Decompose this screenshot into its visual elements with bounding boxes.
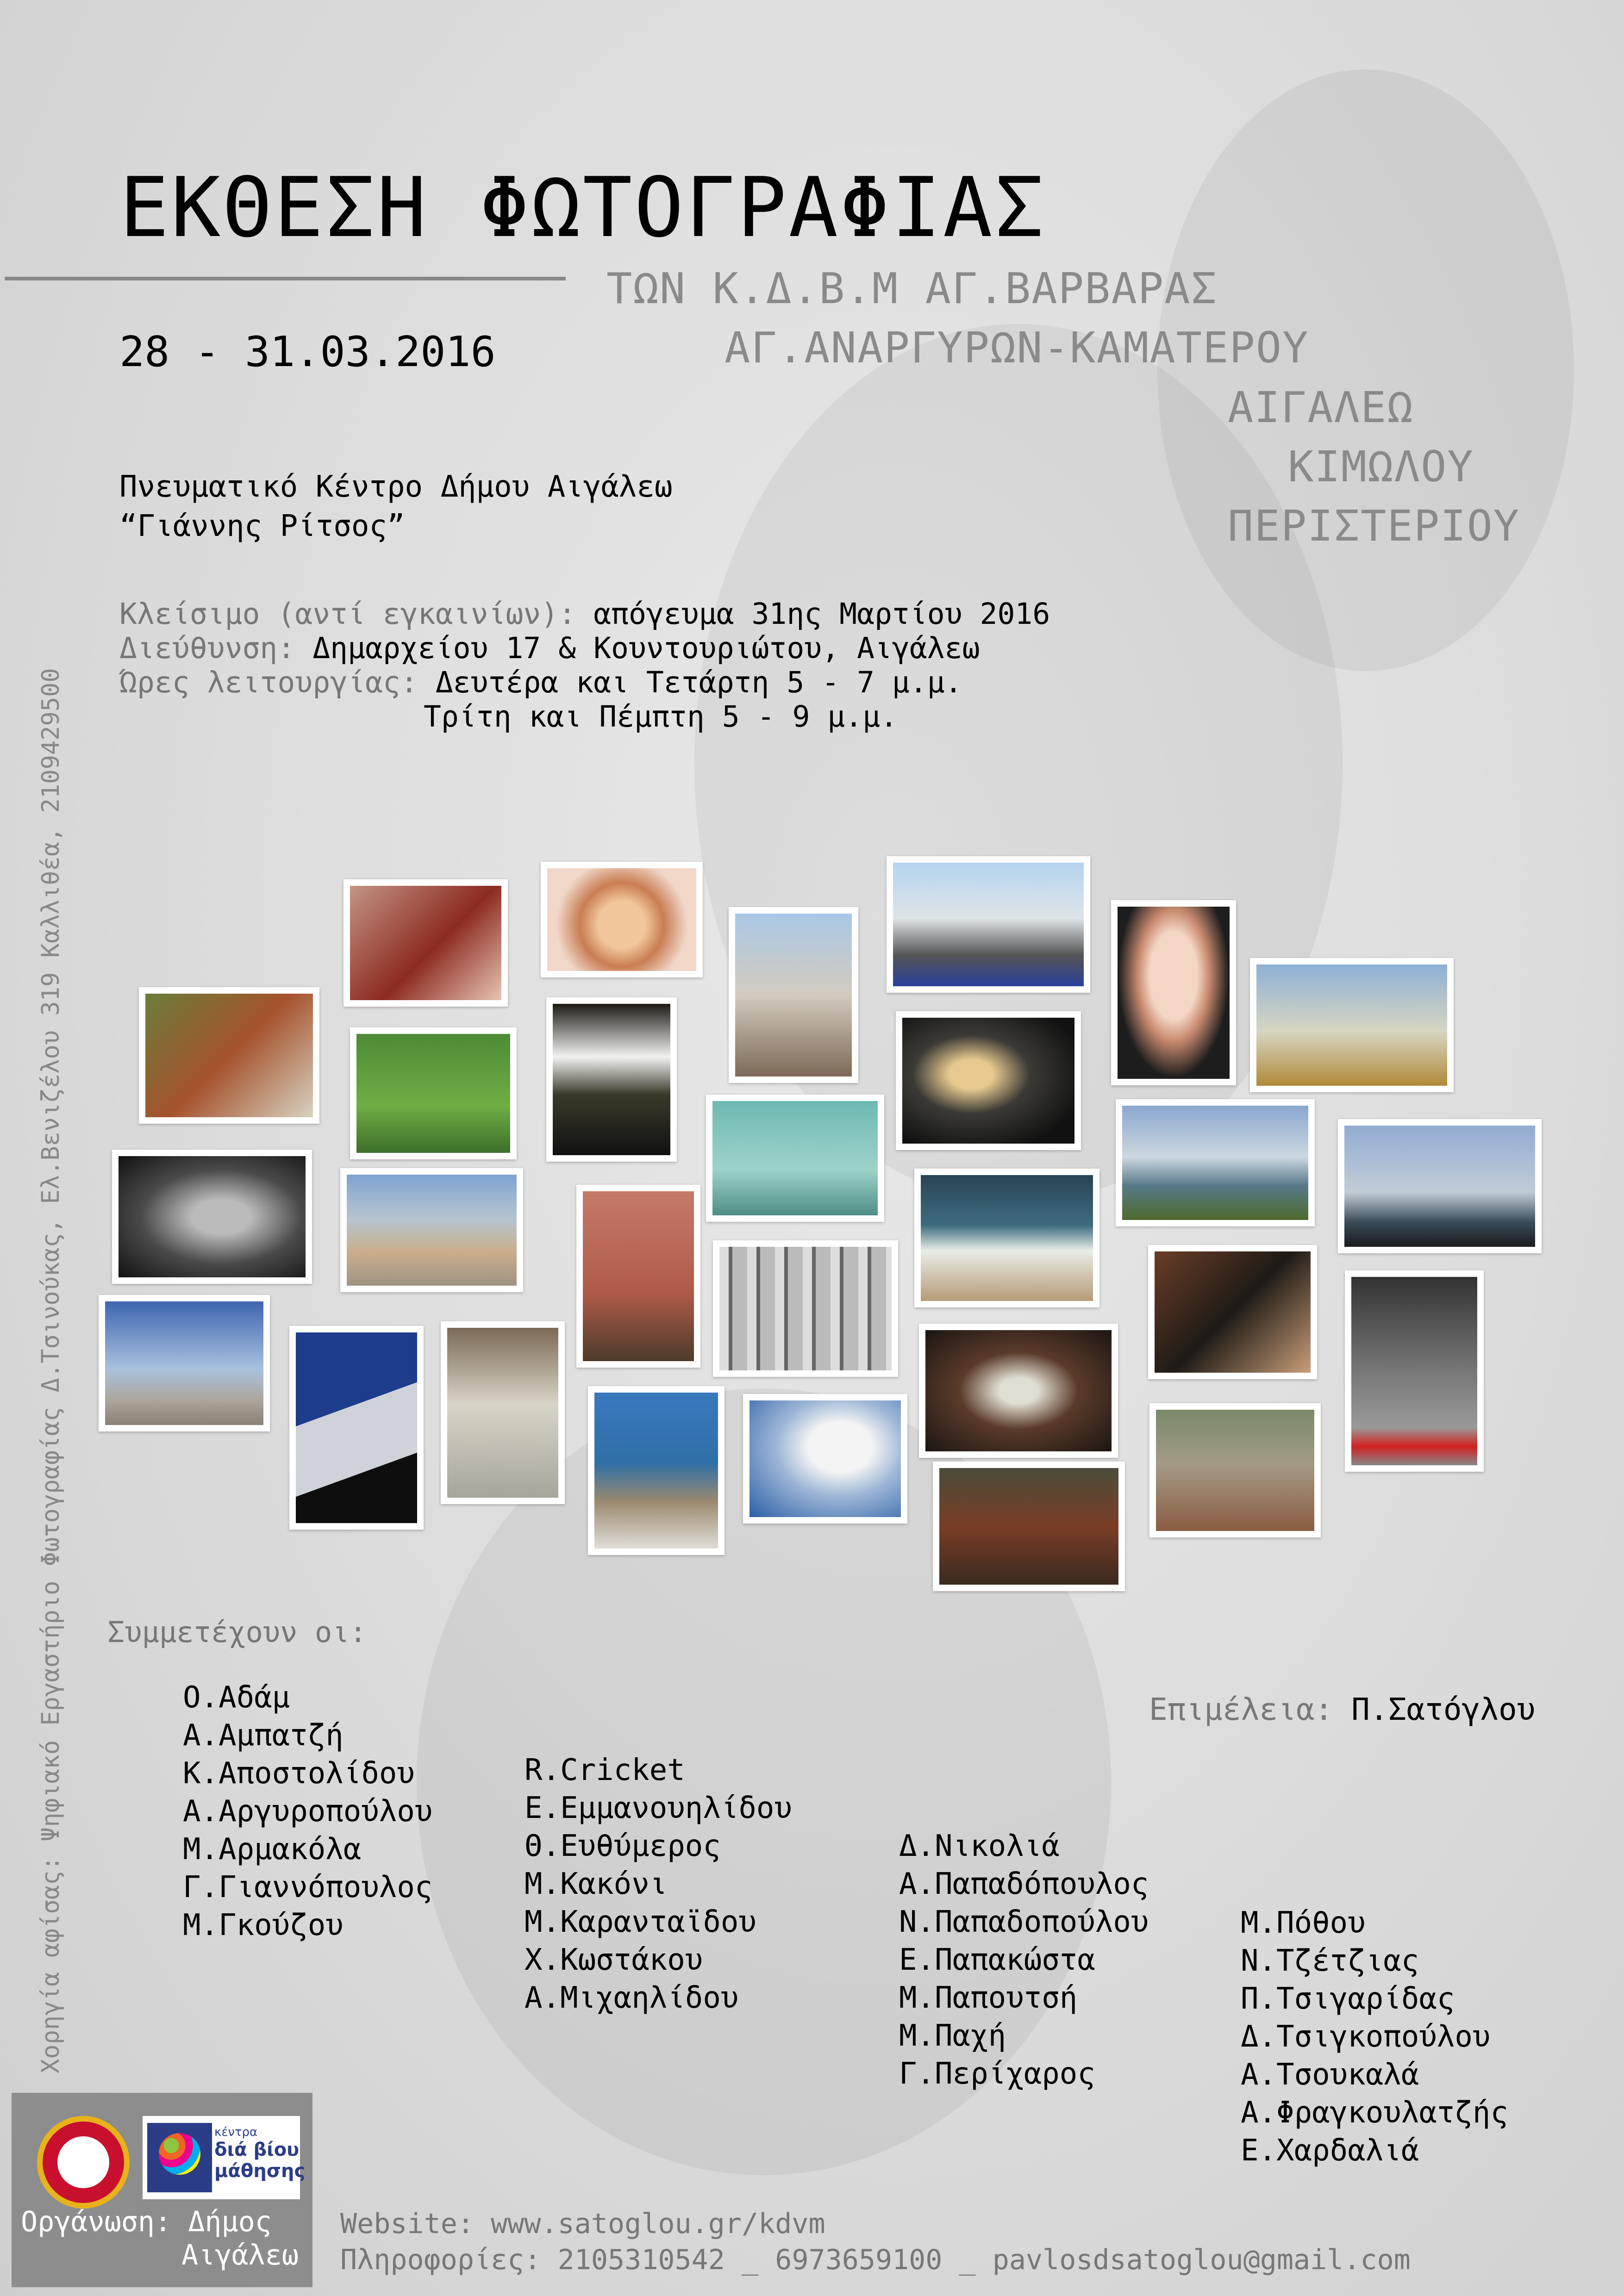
venue <box>119 467 672 546</box>
photo <box>887 856 1090 993</box>
participant-name: Ν.Παπαδοπούλου <box>899 1905 1149 1939</box>
tree-icon <box>147 2123 212 2192</box>
participant-name: Ε.Παπακώστα <box>899 1943 1095 1977</box>
kdvm-logo <box>143 2116 306 2199</box>
page-title: ΕΚΘΕΣΗ ΦΩΤΟΓΡΑΦΙΑΣ <box>119 160 1046 255</box>
participants-column <box>1241 1904 1508 2170</box>
curator-label: Επιμέλεια: <box>1149 1692 1333 1727</box>
participant-name: Ο.Αδάμ <box>183 1680 290 1715</box>
organization-line1: Οργάνωση: Δήμος <box>21 2206 272 2238</box>
participant-name: Α.Τσουκαλά <box>1241 2058 1419 2092</box>
photo <box>289 1326 424 1530</box>
organization-label <box>21 2205 299 2272</box>
participant-name: R.Cricket <box>525 1753 685 1787</box>
venue-subtitle: “Γιάννης Ρίτσος” <box>119 509 405 543</box>
closing-value: απόγευμα 31ης Μαρτίου 2016 <box>593 597 1050 631</box>
participant-name: Μ.Πόθου <box>1241 1906 1366 1940</box>
photo <box>99 1295 270 1431</box>
photo <box>1338 1119 1542 1253</box>
participant-name: Μ.Κακόνι <box>525 1867 668 1901</box>
participant-name: Α.Παπαδόπουλος <box>899 1867 1149 1901</box>
hours-value: Τρίτη και Πέμπτη 5 - 9 μ.μ. <box>424 700 898 734</box>
participant-name: Μ.Αρμακόλα <box>183 1832 362 1867</box>
photo <box>588 1386 725 1555</box>
photo <box>713 1240 898 1377</box>
photo <box>1116 1099 1315 1226</box>
photo <box>1149 1403 1321 1537</box>
participant-name: Χ.Κωστάκου <box>525 1943 703 1977</box>
photo <box>546 997 677 1162</box>
photo <box>139 987 319 1124</box>
participant-name: Μ.Γκούζου <box>183 1908 344 1942</box>
photo <box>576 1185 700 1368</box>
participant-name: Ε.Χαρδαλιά <box>1241 2134 1419 2168</box>
photo <box>706 1095 884 1222</box>
photo <box>340 1168 523 1292</box>
photo <box>1148 1245 1317 1379</box>
participant-name: Δ.Τσιγκοπούλου <box>1241 2020 1491 2054</box>
photo <box>441 1321 565 1504</box>
participant-name: Δ.Νικολιά <box>899 1829 1060 1863</box>
participants-column <box>525 1751 792 2017</box>
footer-contact: Πληροφορίες: 2105310542 _ 6973659100 _ pavlosdsatoglou@gmail.com <box>340 2244 1411 2276</box>
participant-name: Α.Αμπατζή <box>183 1718 344 1753</box>
seal-emblem <box>57 2136 109 2188</box>
participant-name: Γ.Γιαννόπουλος <box>183 1870 433 1904</box>
organizer-line: ΑΓ.ΑΝΑΡΓΥΡΩΝ-ΚΑΜΑΤΕΡΟΥ <box>725 323 1309 373</box>
closing-info <box>119 597 1050 631</box>
participant-name: Μ.Παπουτσή <box>899 1981 1078 2015</box>
exhibition-dates: 28 - 31.03.2016 <box>119 328 496 376</box>
curator <box>1149 1692 1535 1727</box>
participant-name: Α.Φραγκουλατζής <box>1241 2096 1508 2130</box>
participant-name: Κ.Αποστολίδου <box>183 1756 415 1791</box>
municipality-seal-logo <box>37 2116 130 2209</box>
footer-website: Website: www.satoglou.gr/kdvm <box>340 2208 825 2240</box>
photo <box>743 1394 907 1524</box>
photo <box>1250 958 1454 1092</box>
participant-name: Α.Μιχαηλίδου <box>525 1981 739 2015</box>
participant-name: Α.Αργυροπούλου <box>183 1794 433 1829</box>
photo <box>350 1027 517 1159</box>
participant-name: Ε.Εμμανουηλίδου <box>525 1791 792 1825</box>
hours-value: Δευτέρα και Τετάρτη 5 - 7 μ.μ. <box>435 666 962 699</box>
photo <box>933 1462 1125 1591</box>
photo <box>344 879 508 1007</box>
hours-info <box>119 666 962 699</box>
poster-sponsor-text: Χορηγία αφίσας: Ψηφιακό Εργαστήριο Φωτογραφίας Δ.Τσινούκας, Ελ.Βενιζέλου 319 Καλλιθέα, 2109429500 <box>37 668 65 2073</box>
participants-column <box>183 1679 432 1944</box>
participant-name: Π.Τσιγαρίδας <box>1241 1982 1455 2016</box>
address-info <box>119 631 980 665</box>
photo <box>919 1324 1118 1458</box>
organizer-line: ΚΙΜΩΛΟΥ <box>1288 442 1474 492</box>
curator-name: Π.Σατόγλου <box>1351 1692 1536 1727</box>
address-value: Δημαρχείου 17 & Κουντουριώτου, Αιγάλεω <box>312 631 980 665</box>
participant-name: Γ.Περίχαρος <box>899 2057 1095 2091</box>
photo <box>729 907 858 1083</box>
tree-crown-icon <box>159 2133 200 2175</box>
closing-label: Κλείσιμο (αντί εγκαινίων): <box>119 597 576 631</box>
participants-column <box>899 1827 1149 2093</box>
photo <box>914 1169 1099 1307</box>
participant-name: Ν.Τζέτζιας <box>1241 1944 1419 1978</box>
title-divider <box>5 277 566 280</box>
photo <box>1345 1270 1484 1472</box>
address-label: Διεύθυνση: <box>119 631 295 665</box>
photo <box>896 1011 1081 1150</box>
photo <box>1111 900 1236 1085</box>
kdvm-logo-line1: διά βίου <box>214 2139 300 2160</box>
photo <box>112 1150 312 1284</box>
participants-label: Συμμετέχουν οι: <box>107 1615 367 1649</box>
kdvm-logo-text <box>214 2125 305 2182</box>
organizer-line: ΠΕΡΙΣΤΕΡΙΟΥ <box>1228 501 1520 551</box>
organization-line2: Αιγάλεω <box>181 2239 299 2271</box>
organizer-line: ΤΩΝ Κ.Δ.Β.Μ ΑΓ.ΒΑΡΒΑΡΑΣ <box>606 264 1218 313</box>
venue-name: Πνευματικό Κέντρο Δήμου Αιγάλεω <box>119 470 673 504</box>
organizer-line: ΑΙΓΑΛΕΩ <box>1228 383 1414 432</box>
participant-name: Θ.Ευθύμερος <box>525 1829 721 1863</box>
kdvm-logo-small: κέντρα <box>214 2125 258 2139</box>
hours-label: Ώρες λειτουργίας: <box>119 666 418 699</box>
participant-name: Μ.Παχή <box>899 2019 1006 2053</box>
photo <box>541 862 703 977</box>
kdvm-logo-line2: μάθησης <box>214 2160 306 2182</box>
participant-name: Μ.Καρανταϊδου <box>525 1905 756 1939</box>
